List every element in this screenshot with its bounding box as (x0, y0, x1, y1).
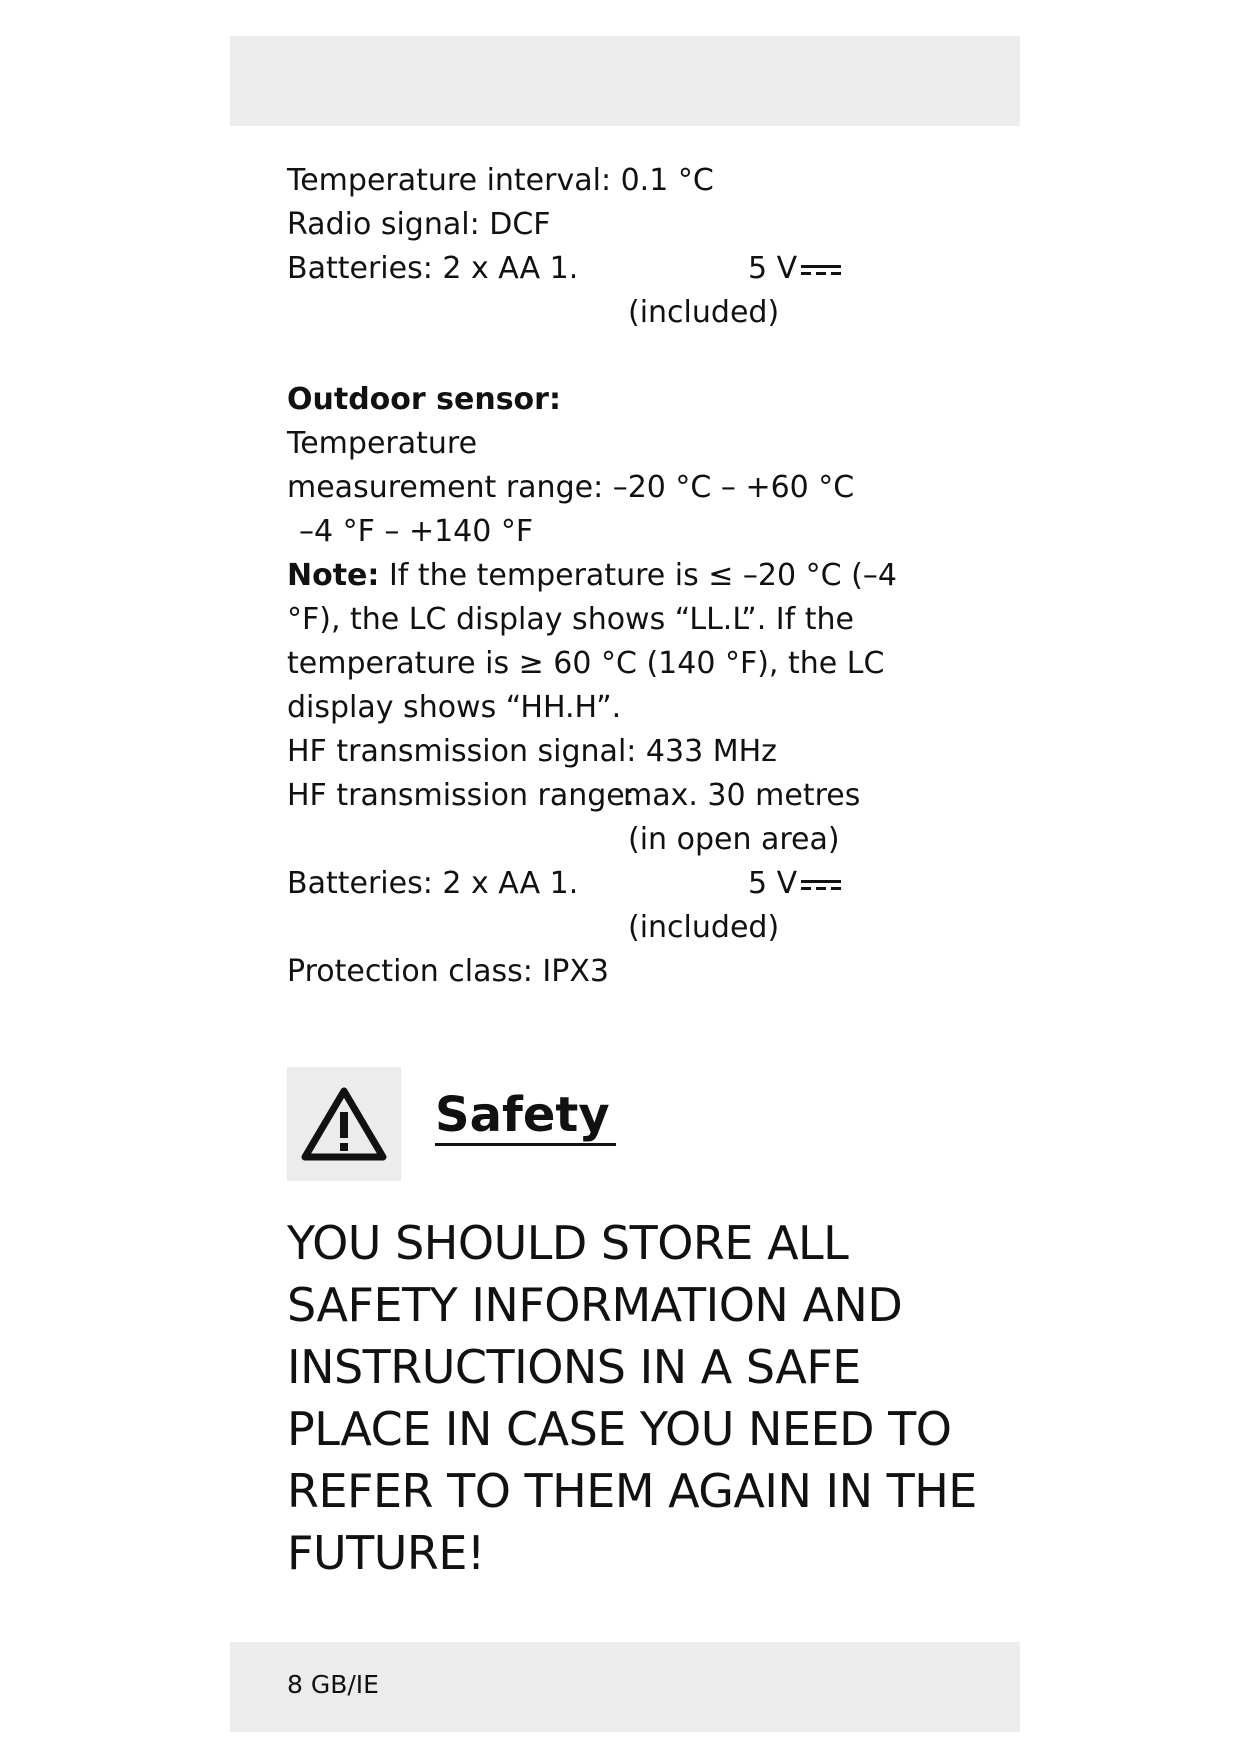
page-number: 8 GB/IE (287, 1670, 379, 1699)
radio-signal: Radio signal: DCF (287, 207, 551, 242)
hf-signal: HF transmission signal: 433 MHz (287, 734, 777, 769)
hf-range-row (287, 774, 987, 818)
outdoor-note (287, 554, 927, 730)
outdoor-batteries-included: (included) (628, 910, 780, 945)
specifications (287, 159, 987, 994)
dc-current-icon (801, 263, 841, 277)
indoor-batteries-label: Batteries: 2 x AA 1. (287, 251, 579, 286)
indoor-batteries-row (287, 247, 987, 291)
dc-current-icon (801, 878, 841, 892)
hf-range-value: max. 30 metres (623, 778, 861, 813)
warning-triangle-icon (287, 1067, 401, 1181)
note-text: If the temperature is ≤ –20 °C (–4 °F), the LC display shows “LL.L”. If the temperature is ≥ 60 °C (140 °F), the LC display shows “HH.H”. (287, 558, 897, 725)
indoor-batteries-included-row (287, 291, 987, 335)
safety-heading-row (287, 1067, 987, 1181)
safety-title: Safety (435, 1087, 616, 1146)
hf-range-label: HF transmission range: (287, 778, 635, 813)
note-label: Note: (287, 558, 380, 593)
outdoor-sensor-heading: Outdoor sensor: (287, 382, 561, 417)
safety-notice: YOU SHOULD STORE ALL SAFETY INFORMATION AND INSTRUCTIONS IN A SAFE PLACE IN CASE YOU NEED TO REFER TO THEM AGAIN IN THE FUTURE! (287, 1216, 977, 1580)
outdoor-temp-range-c: measurement range: –20 °C – +60 °C (287, 470, 855, 505)
outdoor-batteries-included-row (287, 906, 987, 950)
indoor-batteries-included: (included) (628, 295, 780, 330)
outdoor-batteries-voltage: 5 V (748, 862, 841, 906)
outdoor-temp-label: Temperature (287, 426, 478, 461)
temp-interval: Temperature interval: 0.1 °C (287, 163, 714, 198)
protection-class: Protection class: IPX3 (287, 954, 610, 989)
outdoor-batteries-label: Batteries: 2 x AA 1. (287, 866, 579, 901)
indoor-batteries-voltage: 5 V (748, 247, 841, 291)
outdoor-batteries-row (287, 862, 987, 906)
outdoor-temp-range-f: –4 °F – +140 °F (299, 514, 534, 549)
header-band (230, 36, 1020, 126)
hf-range-note-row (287, 818, 987, 862)
hf-range-note: (in open area) (628, 822, 840, 857)
